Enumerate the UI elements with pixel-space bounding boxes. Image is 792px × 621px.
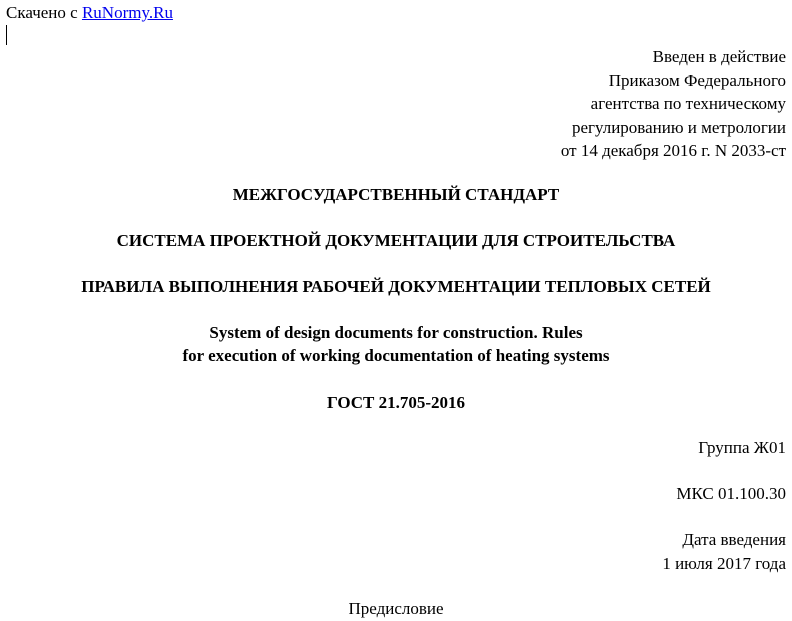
adoption-line: от 14 декабря 2016 г. N 2033-ст <box>560 141 786 160</box>
text-cursor <box>6 25 7 45</box>
adoption-line: регулированию и метрологии <box>571 117 786 137</box>
rules-heading: ПРАВИЛА ВЫПОЛНЕНИЯ РАБОЧЕЙ ДОКУМЕНТАЦИИ ТЕПЛОВЫХ СЕТЕЙ <box>81 277 711 296</box>
intro-date-label: Дата введения <box>682 530 786 549</box>
source-line <box>6 2 173 24</box>
group-code: Группа Ж01 <box>698 438 786 457</box>
runormy-link[interactable]: RuNormy.Ru <box>81 3 173 22</box>
gost-number: ГОСТ 21.705-2016 <box>326 393 466 412</box>
adoption-block <box>561 46 786 164</box>
intro-date-block <box>662 529 786 576</box>
preface-heading: Предисловие <box>348 599 444 618</box>
english-title-line1: System of design documents for construction. Rules <box>209 323 583 342</box>
adoption-line: агентства по техническому <box>590 94 786 113</box>
adoption-line: Введен в действие <box>652 47 786 66</box>
system-heading: СИСТЕМА ПРОЕКТНОЙ ДОКУМЕНТАЦИИ ДЛЯ СТРОИТЕЛЬСТВА <box>116 231 676 250</box>
intro-date-value: 1 июля 2017 года <box>662 553 786 573</box>
source-prefix: Скачено с <box>6 3 82 22</box>
mks-code: МКС 01.100.30 <box>676 484 786 503</box>
standard-type-heading: МЕЖГОСУДАРСТВЕННЫЙ СТАНДАРТ <box>232 185 560 204</box>
english-title-line2: for execution of working documentation of heating systems <box>182 346 610 365</box>
adoption-line: Приказом Федерального <box>608 70 786 90</box>
